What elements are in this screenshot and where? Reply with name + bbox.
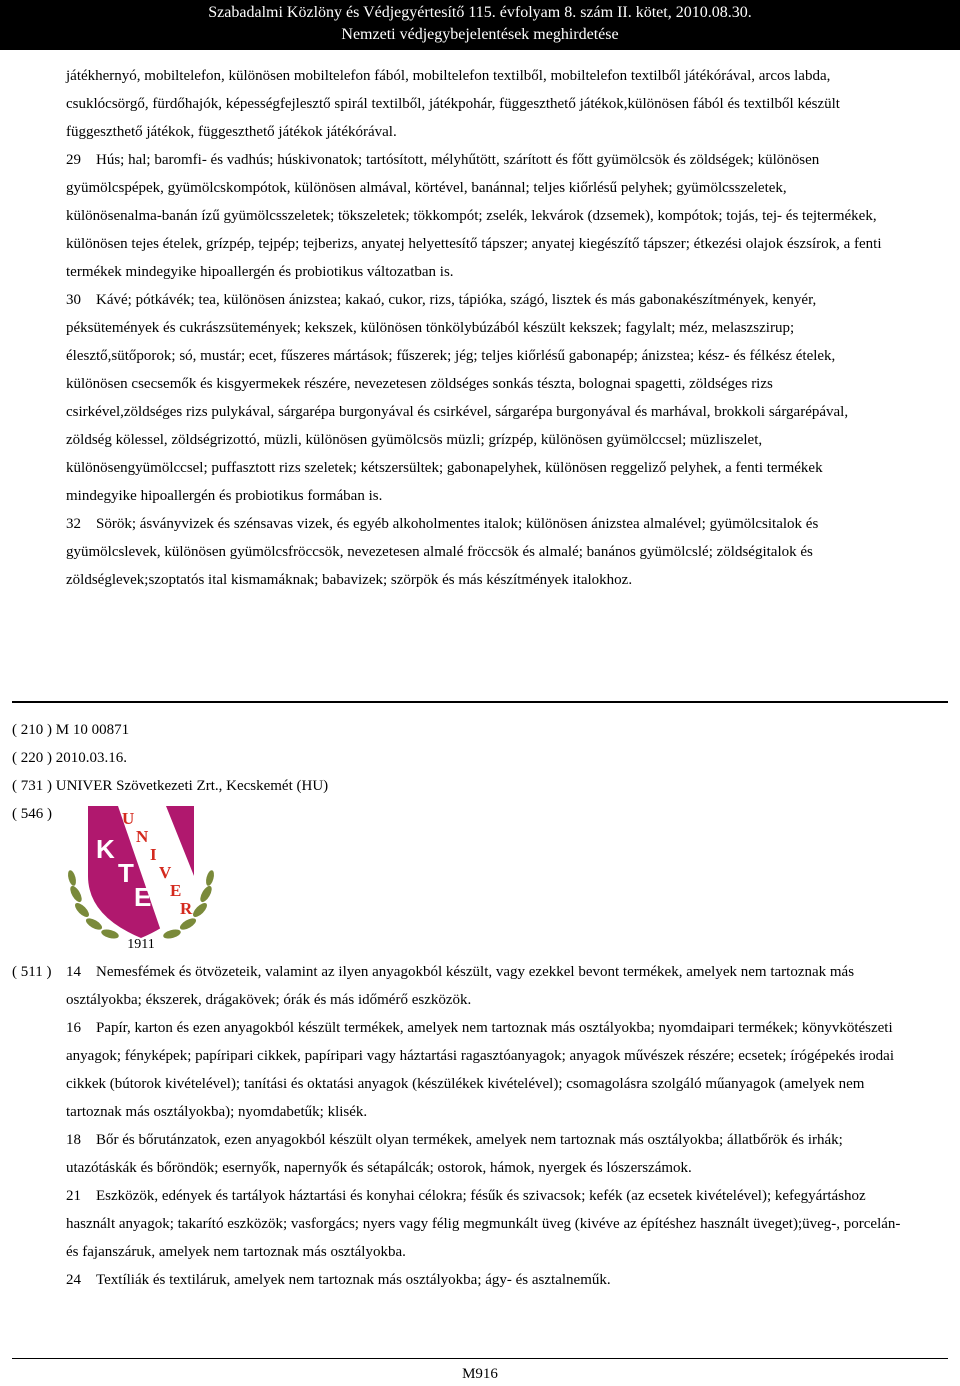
filing-date: 2010.03.16. xyxy=(55,750,127,766)
journal-title: Szabadalmi Közlöny és Védjegyértesítő 115. évfolyam 8. szám II. kötet, 2010.08.30. xyxy=(208,4,752,21)
class-24 xyxy=(66,1266,912,1294)
class-text: Bőr és bőrutánzatok, ezen anyagokból készült olyan termékek, amelyek nem tartoznak más osztályokba; állatbőrök és irhák; utazótáskák és bőröndök; esernyők, napernyők és sétapálcák; ostorok, hámok, nyergek és lószerszámok. xyxy=(66,1132,843,1176)
class-text: Kávé; pótkávék; tea, különösen ánizstea; kakaó, cukor, rizs, tápióka, szágó, lisztek és más gabonakészítmények, kenyér, péksütemények és cukrászsütemények; kekszek, különösen tönkölybúzából készült kekszek; fagylalt; méz, melaszszirup; élesztő,sütőporok; só, mustár; ecet, fűszeres mártások; fűszerek; jég; teljes kiőrlésű gabonapép; ánizstea; kész- és félkész ételek, különösen csecsemők és kisgyermekek részére, nevezetesen zöldséges sonkás tészta, bolognai spagetti, zöldséges rizs csirkével,zöldséges rizs pulykával, sárgarépa burgonyával és csirkével, sárgarépa burgonyával és marhával, brokkoli sárgarépával, zöldség kölessel, zöldségrizottó, müzli, különösen gyümölcsös müzli; grízpép, különösen gyümölccsel; müzliszelet, különösengyümölccsel; puffasztott rizs szeletek; kétszersültek; gabonapelyhek, különösen reggeliző pelyhek, a fenti termékek mindegyike hipoallergén és probiotikus formában is. xyxy=(66,292,849,504)
class-number: 30 xyxy=(66,292,81,308)
applicant: UNIVER Szövetkezeti Zrt., Kecskemét (HU) xyxy=(55,778,329,794)
class-text: Papír, karton és ezen anyagokból készült termékek, amelyek nem tartoznak más osztályokba; nyomdaipari termékek; könyvkötészeti anyagok; fényképek; papíripari cikkek, papíripari vagy háztartási ragasztóanyagok; anyagok művészek részére; ecsetek; írógépekés irodai cikkek (bútorok kivételével); tanítási és oktatási anyagok (készülékek kivételével); csomagolásra szolgáló műanyagok (amelyek nem tartoznak más osztályokba); nyomdabetűk; klisék. xyxy=(66,1020,894,1120)
class-number: 16 xyxy=(66,1020,81,1036)
logo-letter-v: V xyxy=(159,863,172,882)
field-220 xyxy=(12,744,912,772)
class-text: Nemesfémek és ötvözeteik, valamint az ilyen anyagokból készült, vagy ezekkel bevont termékek, amelyek nem tartoznak más osztályokba; ékszerek, drágakövek; órák és más időmérő eszközök. xyxy=(66,964,855,1008)
logo-letter-r: R xyxy=(180,899,193,918)
logo-letter-n: N xyxy=(136,827,149,846)
class-18 xyxy=(66,1126,912,1182)
class-number: 21 xyxy=(66,1188,81,1204)
section-divider xyxy=(12,701,948,703)
class-number: 29 xyxy=(66,152,81,168)
logo-letter-e: E xyxy=(170,881,182,900)
prior-goods-section xyxy=(66,62,886,594)
field-code: ( 220 ) xyxy=(12,750,52,766)
field-210 xyxy=(12,716,912,744)
field-code: ( 546 ) xyxy=(12,806,52,822)
class-number: 32 xyxy=(66,516,81,532)
goods-continuation: játékhernyó, mobiltelefon, különösen mobiltelefon fából, mobiltelefon textilből, mobiltelefon textilből játékórával, arcos labda, csuklócsörgő, fürdőhajók, képességfejlesztő spirál textilből, játékpohár, függeszthető játékok,különösen fából és textilből készült függeszthető játékok, függeszthető játékok játékórával. xyxy=(66,68,840,140)
field-731 xyxy=(12,772,912,800)
goods-class-30 xyxy=(66,286,886,510)
application-number: M 10 00871 xyxy=(55,722,130,738)
logo-year: 1911 xyxy=(127,937,155,950)
logo-letter-e2: E xyxy=(134,882,152,912)
goods-class-29 xyxy=(66,146,886,286)
univer-logo-image xyxy=(66,798,216,950)
class-text: Eszközök, edények és tartályok háztartási és konyhai célokra; fésűk és szivacsok; kefék (az ecsetek kivételével); kefegyártáshoz használt anyagok; takarító eszközök; vasforgács; nyers vagy félig megmunkált üveg (kivéve az építéshez használt üveget);üveg-, porcelán- és fajanszáruk, amelyek nem tartoznak más osztályokba. xyxy=(66,1188,901,1260)
class-text: Sörök; ásványvizek és szénsavas vizek, és egyéb alkoholmentes italok; különösen ánizstea almalével; gyümölcsitalok és gyümölcslevek, különösen gyümölcsfröccsök, nevezetesen almalé fröccsök és almalé; banános gyümölcslé; zöldségitalok és zöldséglevek;szoptatós ital kismamáknak; babavizek; szörpök és más készítmények italokhoz. xyxy=(66,516,819,588)
class-21 xyxy=(66,1182,912,1266)
class-number: 18 xyxy=(66,1132,81,1148)
page-header xyxy=(0,0,960,50)
footer-divider xyxy=(12,1358,948,1359)
class-number: 24 xyxy=(66,1272,81,1288)
class-16 xyxy=(66,1014,912,1126)
field-511 xyxy=(12,958,912,1294)
goods-classes-511 xyxy=(12,958,912,1294)
logo-letter-u: U xyxy=(122,809,135,828)
class-text: Hús; hal; baromfi- és vadhús; húskivonatok; tartósított, mélyhűtött, szárított és főtt gyümölcsök és zöldségek; különösen gyümölcspépek, gyümölcskompótok, különösen almával, körtével, banánnal; teljes kiőrlésű pelyhek; gyümölcsszeletek, különösenalma-banán ízű gyümölcsszeletek; tökszeletek; tökkompót; zselék, lekvárok (dzsemek), kompótok; tojás, tej- és tejtermékek, különösen tejes ételek, grízpép, tejpép; tejberizs, anyatej helyettesítő tápszer; anyatej kiegészítő tápszer; étkezési olajok észsírok, a fenti termékek mindegyike hipoallergén és probiotikus változatban is. xyxy=(66,152,882,280)
classes-list xyxy=(66,958,912,1294)
logo-letter-k: K xyxy=(96,834,115,864)
field-code: ( 731 ) xyxy=(12,778,52,794)
page-number: M916 xyxy=(462,1366,498,1382)
goods-class-32 xyxy=(66,510,886,594)
trademark-logo xyxy=(66,798,216,950)
class-number: 14 xyxy=(66,964,81,980)
section-title: Nemzeti védjegybejelentések meghirdetése xyxy=(341,26,619,43)
field-code: ( 210 ) xyxy=(12,722,52,738)
logo-letter-i: I xyxy=(150,845,157,864)
class-text: Textíliák és textiláruk, amelyek nem tartoznak más osztályokba; ágy- és asztalneműk. xyxy=(96,1272,611,1288)
field-code: ( 511 ) xyxy=(12,964,52,980)
class-14 xyxy=(66,958,912,1014)
logo-letter-t: T xyxy=(118,858,134,888)
